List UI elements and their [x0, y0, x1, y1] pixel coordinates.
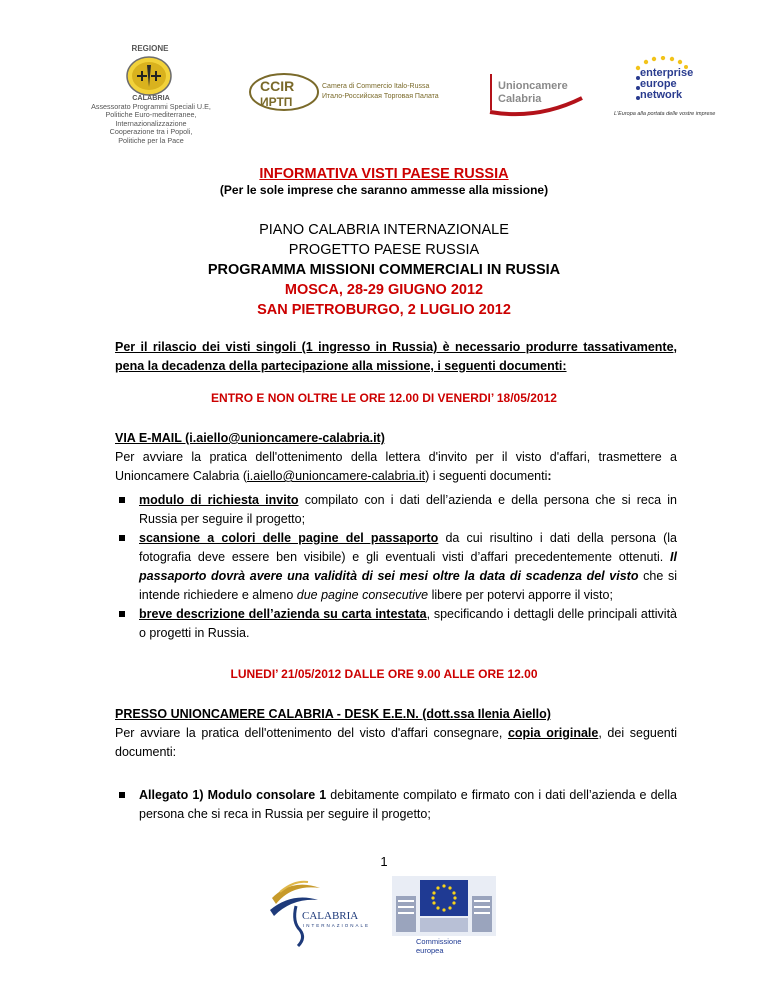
item-bold: Allegato 1) Modulo consolare 1	[139, 788, 327, 802]
bullet-square-icon	[119, 535, 125, 541]
bullet-square-icon	[119, 611, 125, 617]
email-text-before: Per avviare la pratica dell'ottenimento della lettera d'invito per il visto d'affari, trasmettere a Unioncamere Calabria (	[115, 450, 677, 483]
calabria-subtitle: INTERNAZIONALE	[303, 923, 371, 928]
unioncamere-name	[498, 80, 568, 106]
bullet-square-icon	[119, 792, 125, 798]
desk-doc-list	[115, 786, 677, 824]
item-passport-validity: Il passaporto dovrà avere una validità di sei mesi oltre la data di scadenza del visto	[139, 550, 677, 583]
deadline-2: LUNEDI’ 21/05/2012 DALLE ORE 9.00 ALLE ORE 12.00	[230, 667, 538, 681]
desk-section-text	[115, 724, 677, 762]
item-rest: debitamente compilato e firmato con i dati dell’azienda e della persona che si reca in Russia per seguire il progetto;	[139, 788, 677, 821]
item-rest: che si intende richiedere e almeno	[139, 569, 677, 602]
email-section-heading: VIA E-MAIL (i.aiello@unioncamere-calabria.it)	[115, 431, 385, 445]
regione-line: Politiche Euro-mediterranee,	[105, 110, 197, 120]
item-pages: due pagine consecutive	[296, 588, 429, 602]
een-line3: network	[640, 89, 683, 101]
een-wordmark	[640, 68, 693, 101]
item-bold: breve descrizione dell’azienda su carta intestata	[139, 607, 427, 621]
een-line2: europe	[640, 78, 677, 90]
regione-label: REGIONE	[131, 44, 169, 53]
program-line-moscow: MOSCA, 28-29 GIUGNO 2012	[284, 282, 484, 298]
regione-calabria-crest-icon	[120, 56, 178, 96]
regione-name: CALABRIA	[132, 93, 170, 102]
regione-line: Assessorato Programmi Speciali U.E,	[91, 101, 211, 111]
document-subtitle: (Per le sole imprese che saranno ammesse alla missione)	[219, 183, 549, 197]
email-text-colon: :	[547, 469, 552, 483]
list-item	[115, 605, 677, 643]
item-bold: modulo di richiesta invito	[139, 493, 299, 507]
intro-paragraph: Per il rilascio dei visti singoli (1 ingresso in Russia) è necessario produrre tassativamente, pena la decadenza della partecipazione alla missione, i seguenti documenti:	[115, 340, 677, 373]
ec-name-line2: europea	[416, 946, 444, 955]
svg-text:CCIR: CCIR	[260, 78, 295, 94]
list-item	[115, 529, 677, 605]
unioncamere-name-line2: Calabria	[498, 93, 542, 105]
desk-copy-original: copia originale	[507, 726, 599, 740]
item-rest: compilato con i dati dell’azienda e della persona che si reca in Russia per seguire il progetto;	[139, 493, 677, 526]
email-section	[115, 429, 677, 486]
desk-section	[115, 705, 677, 762]
unioncamere-name-line1: Unioncamere	[498, 80, 568, 92]
een-line1: enterprise	[640, 67, 694, 79]
document-title: INFORMATIVA VISTI PAESE RUSSIA	[259, 166, 509, 182]
desk-text-before: Per avviare la pratica dell'ottenimento del visto d'affari consegnare,	[115, 726, 508, 740]
page-number: 1	[380, 854, 388, 869]
een-tagline: L'Europa alla portata delle vostre imprese	[614, 111, 716, 117]
regione-department-text	[66, 94, 236, 146]
calabria-name: CALABRIA	[302, 910, 359, 922]
program-line-2: PROGETTO PAESE RUSSIA	[288, 242, 480, 258]
regione-line: Politiche per la Pace	[118, 135, 184, 145]
deadline-1: ENTRO E NON OLTRE LE ORE 12.00 DI VENERDI’ 18/05/2012	[211, 391, 557, 405]
svg-text:ИРТП: ИРТП	[260, 95, 293, 109]
email-link[interactable]: i.aiello@unioncamere-calabria.it	[247, 469, 426, 483]
ccir-name-italian: Camera di Commercio Italo-Russa	[322, 83, 430, 90]
email-text-after: ) i seguenti documenti	[425, 469, 548, 483]
item-bold: scansione a colori delle pagine del passaporto	[139, 531, 439, 545]
desk-section-heading: PRESSO UNIONCAMERE CALABRIA - DESK E.E.N. (dott.ssa Ilenia Aiello)	[115, 707, 551, 721]
item-rest: , specificando i dettagli delle principali attività o progetti in Russia.	[139, 607, 678, 640]
email-doc-list	[115, 491, 677, 643]
item-rest: da cui risultino i dati della persona (la fotografia deve essere ben visibile) e gli eventuali visti d’affari precedentemente ottenuti.	[139, 531, 677, 564]
email-section-text	[115, 448, 677, 486]
program-line-3: PROGRAMMA MISSIONI COMMERCIALI IN RUSSIA	[207, 262, 561, 278]
item-rest: libere per potervi apporre il visto;	[428, 588, 613, 602]
list-item	[115, 786, 677, 824]
desk-text-after: , dei seguenti documenti:	[115, 726, 678, 759]
ccir-name	[322, 82, 462, 102]
ccir-name-russian: Итало-Российская Торговая Палата	[322, 93, 439, 100]
regione-line: Cooperazione tra i Popoli,	[109, 127, 193, 137]
ec-name-line1: Commissione	[416, 937, 462, 946]
regione-line: Internazionalizzazione	[115, 118, 187, 128]
bullet-square-icon	[119, 497, 125, 503]
european-commission-name	[416, 937, 461, 955]
program-line-1: PIANO CALABRIA INTERNAZIONALE	[259, 222, 509, 238]
program-line-spb: SAN PIETROBURGO, 2 LUGLIO 2012	[257, 302, 511, 318]
european-commission-logo-icon	[392, 876, 496, 936]
list-item	[115, 491, 677, 529]
